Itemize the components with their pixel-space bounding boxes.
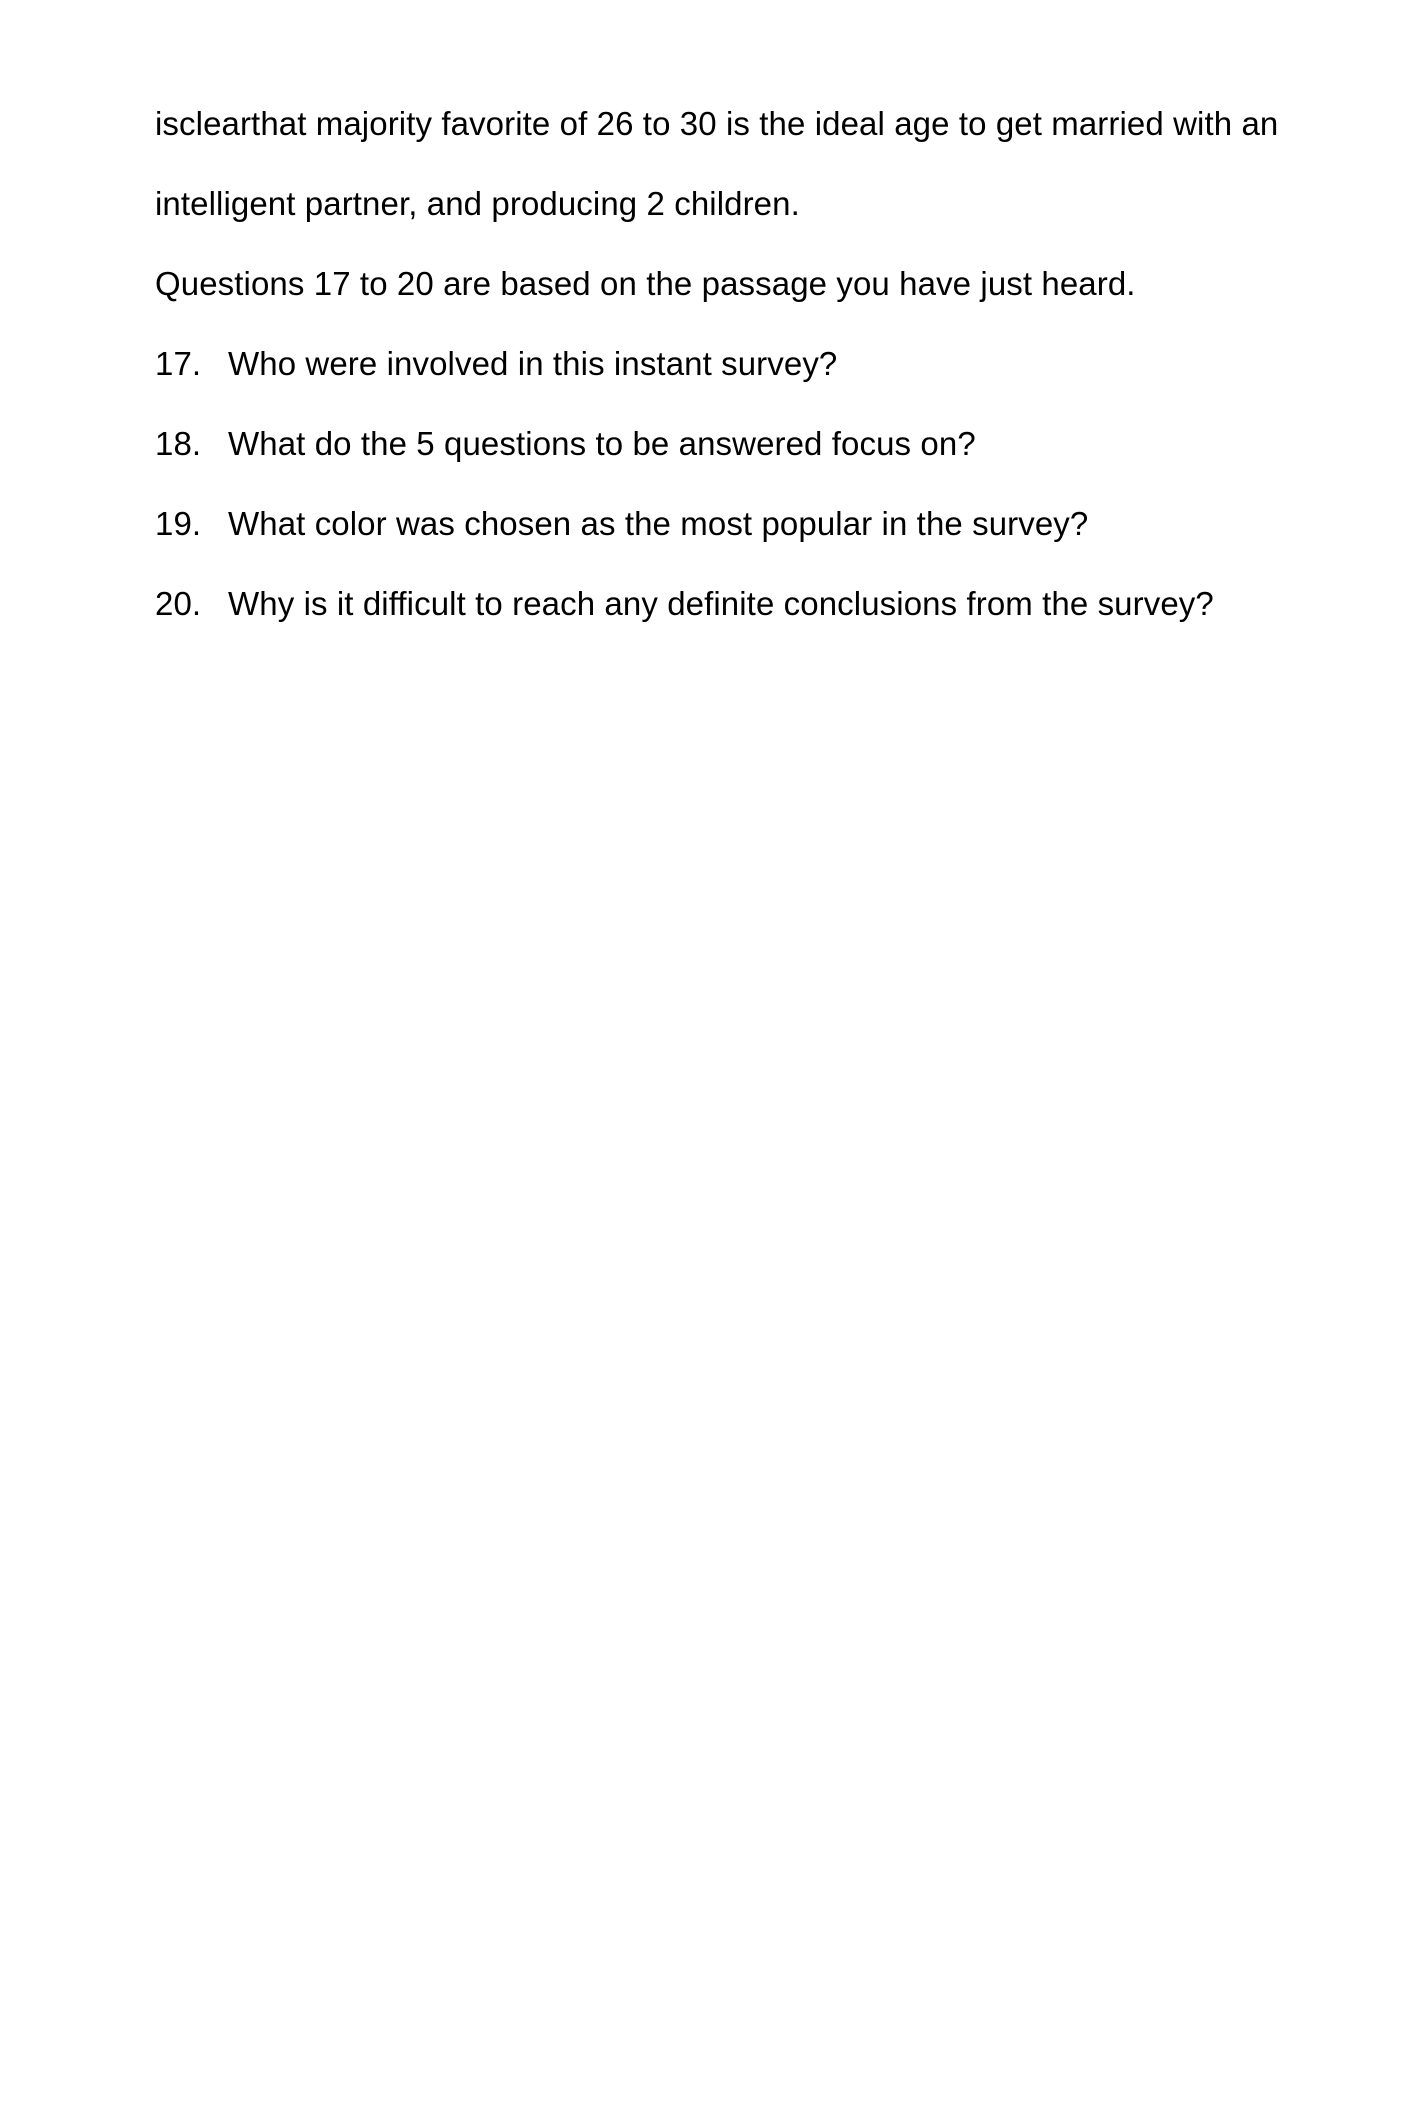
question-number: 20.	[155, 585, 202, 622]
passage-line: intelligent partner, and producing 2 children.	[155, 185, 800, 222]
question-number: 17.	[155, 345, 202, 382]
question-number: 18.	[155, 425, 202, 462]
question-text: What color was chosen as the most popular in the survey?	[228, 505, 1089, 542]
passage-line: isclearthat majority favorite of 26 to 30 is the ideal age to get married with an	[155, 105, 1279, 142]
question-text: What do the 5 questions to be answered focus on?	[228, 425, 976, 462]
question-item	[155, 576, 1305, 656]
question-item	[155, 336, 1305, 416]
document-body	[155, 96, 1305, 656]
question-text: Why is it difficult to reach any definite conclusions from the survey?	[228, 585, 1214, 622]
question-text: Who were involved in this instant survey?	[228, 345, 838, 382]
question-item	[155, 496, 1305, 576]
question-item	[155, 416, 1305, 496]
question-number: 19.	[155, 505, 202, 542]
questions-instruction: Questions 17 to 20 are based on the passage you have just heard.	[155, 265, 1136, 302]
